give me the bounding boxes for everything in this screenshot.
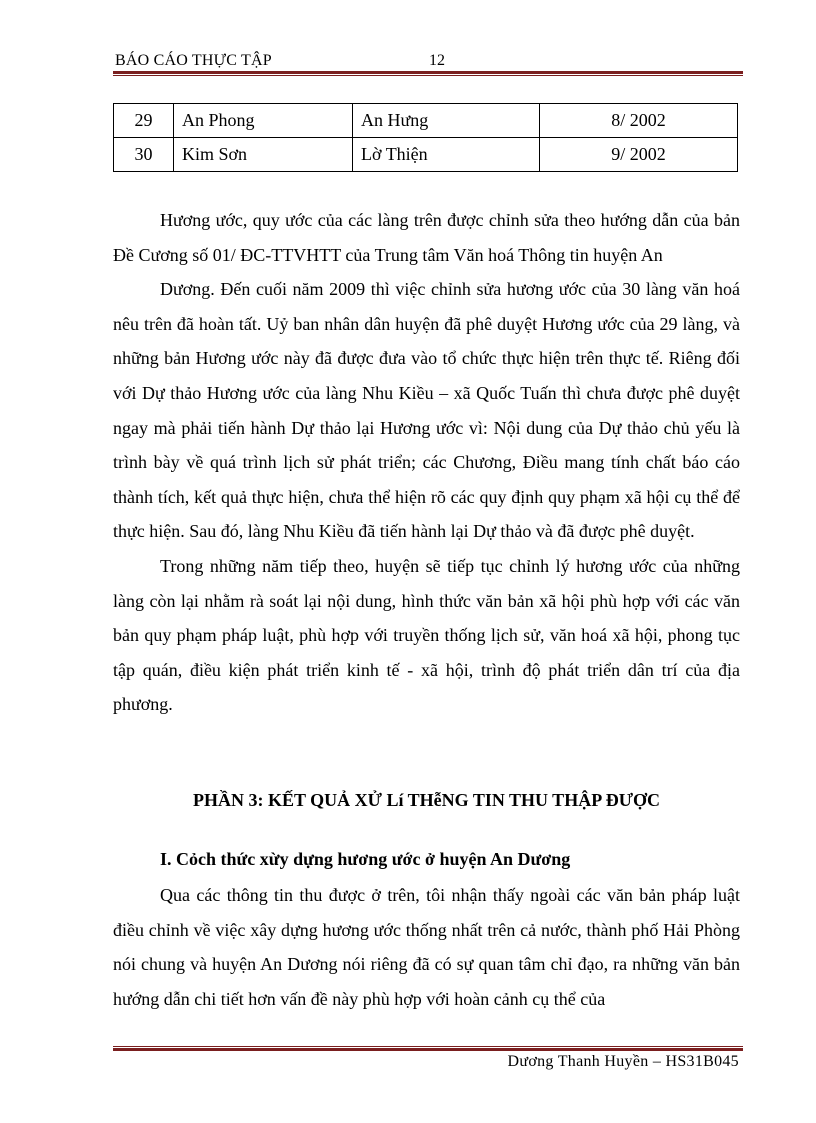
section-body-text (113, 878, 740, 1016)
commune-name: Lờ Thiện (353, 138, 540, 172)
subsection-heading: I. Cỏch thức xừy dựng hương ước ở huyện An Dương (160, 849, 571, 869)
paragraph: Trong những năm tiếp theo, huyện sẽ tiếp tục chỉnh lý hương ước của những làng còn lại nhằm rà soát lại nội dung, hình thức văn bản xã hội phù hợp với các văn bản quy phạm pháp luật, phù hợp với truyền thống lịch sử, văn hoá xã hội, phong tục tập quán, điều kiện phát triển kinh tế - xã hội, trình độ phát triển dân trí của địa phương. (113, 555, 740, 715)
approval-date: 9/ 2002 (540, 138, 738, 172)
header-rule (113, 71, 743, 76)
village-table (113, 103, 738, 172)
paragraph: Hương ước, quy ước của các làng trên được chỉnh sửa theo hướng dẫn của bản Đề Cương số 01/ ĐC-TTVHTT của Trung tâm Văn hoá Thông tin huyện An (113, 210, 740, 265)
village-name: Kim Sơn (174, 138, 353, 172)
body-text (113, 203, 740, 722)
village-name: An Phong (174, 104, 353, 138)
footer-author: Dương Thanh Huyền – HS31B045 (507, 1053, 739, 1070)
page-header (113, 52, 743, 72)
paragraph: Dương. Đến cuối năm 2009 thì việc chỉnh sửa hương ước của 30 làng văn hoá nêu trên đã hoàn tất. Uỷ ban nhân dân huyện đã phê duyệt Hương ước của 29 làng, và những bản Hương ước này đã được đưa vào tổ chức thực hiện trên thực tế. Riêng đối với Dự thảo Hương ước của làng Nhu Kiều – xã Quốc Tuấn thì chưa được phê duyệt ngay mà phải tiến hành Dự thảo lại Hương ước vì: Nội dung của Dự thảo chủ yếu là trình bày về quá trình lịch sử phát triển; các Chương, Điều mang tính chất báo cáo thành tích, kết quả thực hiện, chưa thể hiện rõ các quy định quy phạm xã hội cụ thể để thực hiện. Sau đó, làng Nhu Kiều đã tiến hành lại Dự thảo và đã được phê duyệt. (113, 279, 740, 542)
commune-name: An Hưng (353, 104, 540, 138)
page-number: 12 (429, 52, 445, 69)
section-heading: PHẦN 3: KẾT QUẢ XỬ Lí THễNG TIN THU THẬP ĐƯỢC (192, 790, 661, 810)
row-number: 29 (114, 104, 174, 138)
table-row (114, 104, 738, 138)
approval-date: 8/ 2002 (540, 104, 738, 138)
footer-rule (113, 1046, 743, 1051)
paragraph: Qua các thông tin thu được ở trên, tôi nhận thấy ngoài các văn bản pháp luật điều chỉnh về việc xây dựng hương ước thống nhất trên cả nước, thành phố Hải Phòng nói chung và huyện An Dương nói riêng đã có sự quan tâm chỉ đạo, ra những văn bản hướng dẫn chi tiết hơn vấn đề này phù hợp với hoàn cảnh cụ thể của (113, 885, 740, 1009)
report-title: BÁO CÁO THỰC TẬP (115, 52, 272, 69)
row-number: 30 (114, 138, 174, 172)
table-row (114, 138, 738, 172)
